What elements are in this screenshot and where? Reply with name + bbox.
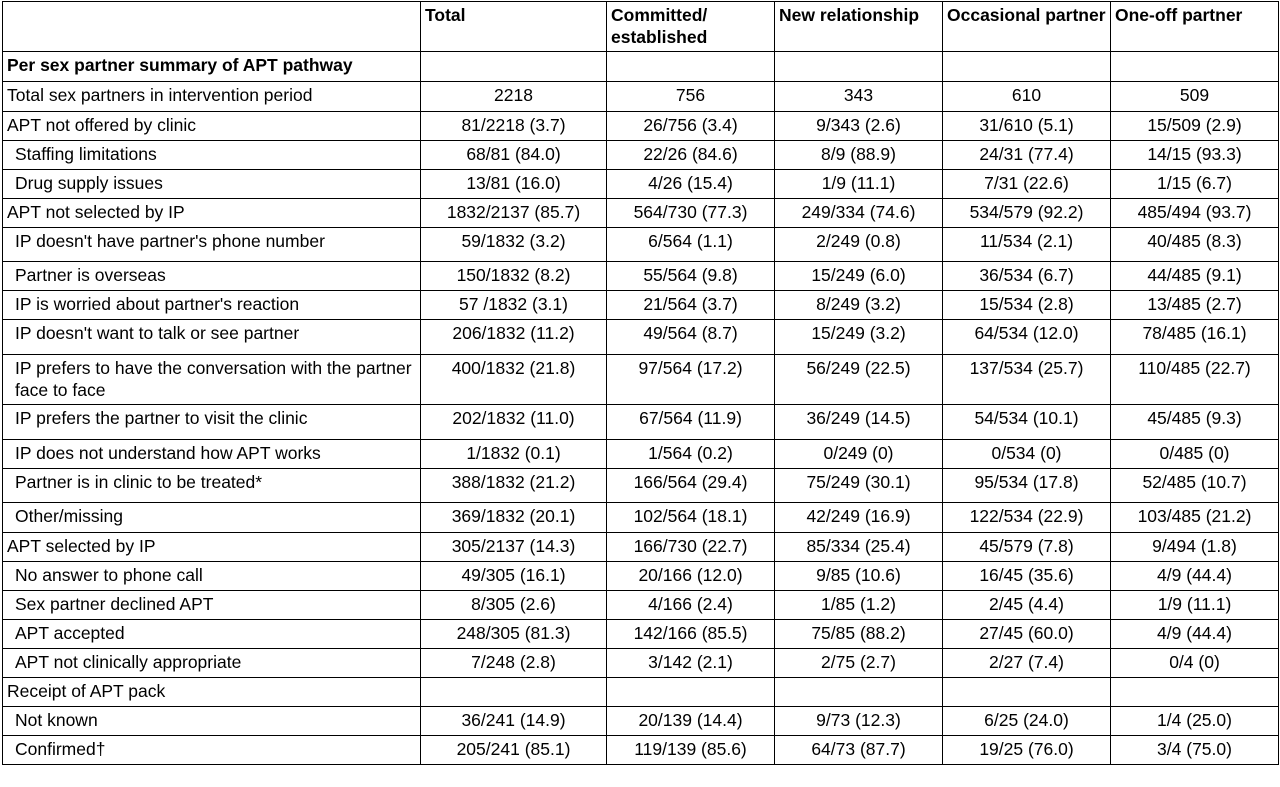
table-row [3, 503, 1279, 533]
table-cell: 4/9 (44.4) [1111, 562, 1279, 591]
header-cell-total: Total [421, 2, 607, 52]
row-label: APT selected by IP [3, 533, 421, 562]
table-cell: 509 [1111, 82, 1279, 112]
table-cell: 9/73 (12.3) [775, 707, 943, 736]
table-header-row [3, 2, 1279, 52]
table-cell: 55/564 (9.8) [607, 262, 775, 291]
table-cell: 142/166 (85.5) [607, 620, 775, 649]
table-cell: 36/534 (6.7) [943, 262, 1111, 291]
table-row [3, 82, 1279, 112]
table-cell [943, 678, 1111, 707]
table-row [3, 112, 1279, 141]
table-cell: 7/248 (2.8) [421, 649, 607, 678]
table-cell [775, 678, 943, 707]
table-cell: 166/730 (22.7) [607, 533, 775, 562]
table-cell: 2/75 (2.7) [775, 649, 943, 678]
header-cell-new-relationship: New relationship [775, 2, 943, 52]
table-cell [943, 52, 1111, 82]
table-cell: 166/564 (29.4) [607, 469, 775, 503]
table-cell: 27/45 (60.0) [943, 620, 1111, 649]
table-cell: 49/564 (8.7) [607, 320, 775, 355]
table-cell: 485/494 (93.7) [1111, 199, 1279, 228]
table-cell [1111, 52, 1279, 82]
table-cell: 45/485 (9.3) [1111, 405, 1279, 440]
table-row [3, 320, 1279, 355]
table-cell: 8/9 (88.9) [775, 141, 943, 170]
table-cell: 57 /1832 (3.1) [421, 291, 607, 320]
table-cell [421, 678, 607, 707]
table-row [3, 199, 1279, 228]
table-cell [421, 52, 607, 82]
table-cell: 2218 [421, 82, 607, 112]
table-row [3, 591, 1279, 620]
table-row [3, 620, 1279, 649]
table-row [3, 141, 1279, 170]
table-cell: 15/534 (2.8) [943, 291, 1111, 320]
table-cell: 42/249 (16.9) [775, 503, 943, 533]
table-cell: 45/579 (7.8) [943, 533, 1111, 562]
table-cell: 7/31 (22.6) [943, 170, 1111, 199]
table-row [3, 678, 1279, 707]
table-cell: 97/564 (17.2) [607, 355, 775, 405]
table-cell: 1/85 (1.2) [775, 591, 943, 620]
table-cell: 9/494 (1.8) [1111, 533, 1279, 562]
table-cell: 610 [943, 82, 1111, 112]
table-cell: 15/509 (2.9) [1111, 112, 1279, 141]
apt-pathway-table [2, 1, 1279, 765]
table-cell: 1/4 (25.0) [1111, 707, 1279, 736]
row-label: APT not selected by IP [3, 199, 421, 228]
table-cell: 11/534 (2.1) [943, 228, 1111, 262]
row-label: APT not offered by clinic [3, 112, 421, 141]
table-cell: 85/334 (25.4) [775, 533, 943, 562]
table-body [3, 52, 1279, 765]
table-cell: 756 [607, 82, 775, 112]
table-cell: 16/45 (35.6) [943, 562, 1111, 591]
table-cell: 400/1832 (21.8) [421, 355, 607, 405]
row-label: Total sex partners in intervention period [3, 82, 421, 112]
row-label: Receipt of APT pack [3, 678, 421, 707]
table-cell: 534/579 (92.2) [943, 199, 1111, 228]
table-row [3, 533, 1279, 562]
table-cell: 67/564 (11.9) [607, 405, 775, 440]
table-row [3, 440, 1279, 469]
header-cell-one-off: One-off partner [1111, 2, 1279, 52]
row-label: Staffing limitations [3, 141, 421, 170]
table-cell: 119/139 (85.6) [607, 736, 775, 765]
table-row [3, 562, 1279, 591]
table-cell: 54/534 (10.1) [943, 405, 1111, 440]
header-cell-occasional: Occasional partner [943, 2, 1111, 52]
row-label: Sex partner declined APT [3, 591, 421, 620]
table-cell: 0/534 (0) [943, 440, 1111, 469]
table-cell: 24/31 (77.4) [943, 141, 1111, 170]
table-row [3, 355, 1279, 405]
row-label: IP prefers to have the conversation with the partner face to face [3, 355, 421, 405]
table-cell: 1/15 (6.7) [1111, 170, 1279, 199]
table-cell: 14/15 (93.3) [1111, 141, 1279, 170]
row-label: IP prefers the partner to visit the clinic [3, 405, 421, 440]
table-cell [607, 52, 775, 82]
table-cell: 15/249 (6.0) [775, 262, 943, 291]
table-cell: 3/142 (2.1) [607, 649, 775, 678]
table-row [3, 291, 1279, 320]
row-label: Drug supply issues [3, 170, 421, 199]
table-cell: 369/1832 (20.1) [421, 503, 607, 533]
table-cell: 95/534 (17.8) [943, 469, 1111, 503]
row-label: Partner is in clinic to be treated* [3, 469, 421, 503]
row-label: IP doesn't have partner's phone number [3, 228, 421, 262]
row-label: Per sex partner summary of APT pathway [3, 52, 421, 82]
table-row [3, 52, 1279, 82]
row-label: APT accepted [3, 620, 421, 649]
table-cell: 56/249 (22.5) [775, 355, 943, 405]
table-cell: 15/249 (3.2) [775, 320, 943, 355]
table-cell [607, 678, 775, 707]
table-row [3, 228, 1279, 262]
table-cell: 6/564 (1.1) [607, 228, 775, 262]
header-cell-committed: Committed/ established [607, 2, 775, 52]
table-cell: 81/2218 (3.7) [421, 112, 607, 141]
table-cell: 564/730 (77.3) [607, 199, 775, 228]
table-cell: 103/485 (21.2) [1111, 503, 1279, 533]
table-cell: 4/9 (44.4) [1111, 620, 1279, 649]
table-cell: 78/485 (16.1) [1111, 320, 1279, 355]
table-cell: 205/241 (85.1) [421, 736, 607, 765]
table-cell: 4/166 (2.4) [607, 591, 775, 620]
table-cell: 388/1832 (21.2) [421, 469, 607, 503]
row-label: IP doesn't want to talk or see partner [3, 320, 421, 355]
table-cell: 75/85 (88.2) [775, 620, 943, 649]
table-cell: 6/25 (24.0) [943, 707, 1111, 736]
table-cell: 31/610 (5.1) [943, 112, 1111, 141]
table-row [3, 262, 1279, 291]
row-label: IP is worried about partner's reaction [3, 291, 421, 320]
table-cell: 102/564 (18.1) [607, 503, 775, 533]
table-cell [775, 52, 943, 82]
table-cell: 1832/2137 (85.7) [421, 199, 607, 228]
header-cell-empty [3, 2, 421, 52]
row-label: No answer to phone call [3, 562, 421, 591]
table-cell: 2/27 (7.4) [943, 649, 1111, 678]
table-cell: 22/26 (84.6) [607, 141, 775, 170]
table-cell: 64/73 (87.7) [775, 736, 943, 765]
row-label: Partner is overseas [3, 262, 421, 291]
table-cell: 206/1832 (11.2) [421, 320, 607, 355]
table-cell: 36/249 (14.5) [775, 405, 943, 440]
table-cell: 9/85 (10.6) [775, 562, 943, 591]
table-row [3, 649, 1279, 678]
table-cell: 0/485 (0) [1111, 440, 1279, 469]
table-cell: 26/756 (3.4) [607, 112, 775, 141]
row-label: IP does not understand how APT works [3, 440, 421, 469]
table-cell: 343 [775, 82, 943, 112]
table-cell: 110/485 (22.7) [1111, 355, 1279, 405]
table-cell: 8/249 (3.2) [775, 291, 943, 320]
table-cell: 44/485 (9.1) [1111, 262, 1279, 291]
table-cell: 1/1832 (0.1) [421, 440, 607, 469]
table-cell: 13/485 (2.7) [1111, 291, 1279, 320]
table-cell: 64/534 (12.0) [943, 320, 1111, 355]
table-cell: 49/305 (16.1) [421, 562, 607, 591]
table-cell: 68/81 (84.0) [421, 141, 607, 170]
table-cell: 137/534 (25.7) [943, 355, 1111, 405]
table-cell: 52/485 (10.7) [1111, 469, 1279, 503]
table-row [3, 707, 1279, 736]
table-cell: 9/343 (2.6) [775, 112, 943, 141]
table-cell: 305/2137 (14.3) [421, 533, 607, 562]
table-row [3, 736, 1279, 765]
table-cell: 1/9 (11.1) [1111, 591, 1279, 620]
table-row [3, 469, 1279, 503]
table-cell [1111, 678, 1279, 707]
table-cell: 59/1832 (3.2) [421, 228, 607, 262]
table-cell: 1/564 (0.2) [607, 440, 775, 469]
table-row [3, 170, 1279, 199]
table-cell: 20/166 (12.0) [607, 562, 775, 591]
table-row [3, 405, 1279, 440]
table-cell: 21/564 (3.7) [607, 291, 775, 320]
table-cell: 8/305 (2.6) [421, 591, 607, 620]
row-label: APT not clinically appropriate [3, 649, 421, 678]
row-label: Not known [3, 707, 421, 736]
table-cell: 2/249 (0.8) [775, 228, 943, 262]
row-label: Other/missing [3, 503, 421, 533]
table-cell: 248/305 (81.3) [421, 620, 607, 649]
table-cell: 36/241 (14.9) [421, 707, 607, 736]
table-cell: 75/249 (30.1) [775, 469, 943, 503]
table-cell: 202/1832 (11.0) [421, 405, 607, 440]
table-cell: 0/249 (0) [775, 440, 943, 469]
table-cell: 122/534 (22.9) [943, 503, 1111, 533]
table-cell: 19/25 (76.0) [943, 736, 1111, 765]
row-label: Confirmed† [3, 736, 421, 765]
table-cell: 0/4 (0) [1111, 649, 1279, 678]
table-cell: 40/485 (8.3) [1111, 228, 1279, 262]
table-cell: 150/1832 (8.2) [421, 262, 607, 291]
table-cell: 4/26 (15.4) [607, 170, 775, 199]
table-cell: 249/334 (74.6) [775, 199, 943, 228]
table-cell: 2/45 (4.4) [943, 591, 1111, 620]
table-cell: 3/4 (75.0) [1111, 736, 1279, 765]
table-cell: 13/81 (16.0) [421, 170, 607, 199]
table-cell: 20/139 (14.4) [607, 707, 775, 736]
table-cell: 1/9 (11.1) [775, 170, 943, 199]
